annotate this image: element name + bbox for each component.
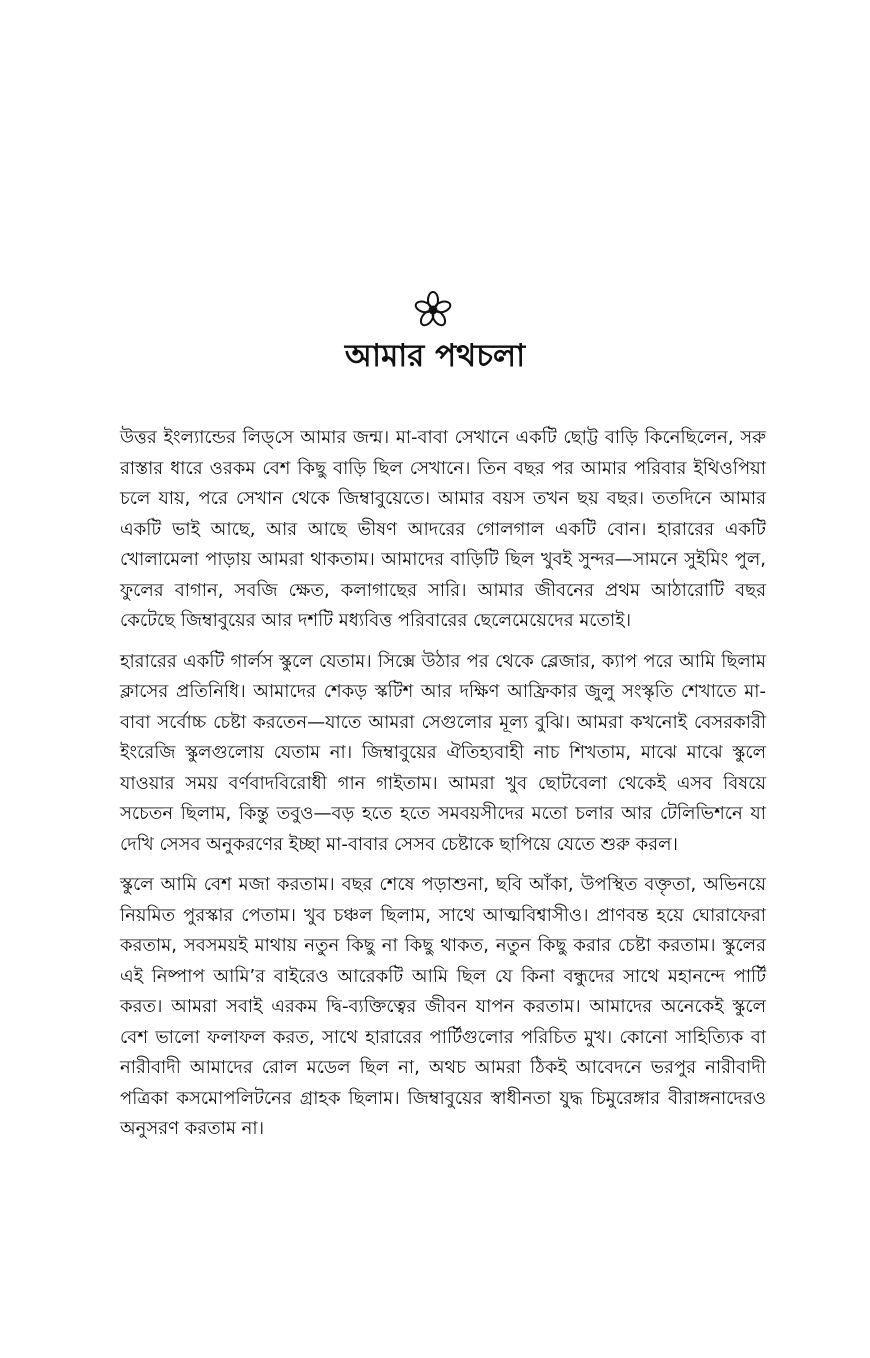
paragraph: হারারের একটি গার্লস স্কুলে যেতাম। সিক্সে উঠার পর থেকে ব্লেজার, ক্যাপ পরে আমি ছিলাম ক্লাসের প্রতিনিধি। আমাদের শেকড় স্কটিশ আর দক্ষিণ আফ্রিকার জুলু সংস্কৃতি শেখাতে মা-বাবা সর্বোচ্চ চেষ্টা করতেন—যাতে আমরা সেগুলোর মূল্য বুঝি। আমরা কখনোই বেসরকারী ইংরেজি স্কুলগুলোয় যেতাম না। জিম্বাবুয়ের ঐতিহ্যবাহী নাচ শিখতাম, মাঝে মাঝে স্কুলে যাওয়ার সময় বর্ণবাদবিরোধী গান গাইতাম। আমরা খুব ছোটবেলা থেকেই এসব বিষয়ে সচেতন ছিলাম, কিন্তু তবুও—বড় হতে হতে সমবয়সীদের মতো চলার আর টেলিভিশনে যা দেখি সেসব অনুকরণের ইচ্ছা মা-বাবার সেসব চেষ্টাকে ছাপিয়ে যেতে শুরু করল।: [120, 650, 766, 855]
flower-ornament-icon: [413, 290, 453, 330]
paragraph: স্কুলে আমি বেশ মজা করতাম। বছর শেষে পড়াশুনা, ছবি আঁকা, উপস্থিত বক্তৃতা, অভিনয়ে নিয়মিত পুরস্কার পেতাম। খুব চঞ্চল ছিলাম, সাথে আত্মবিশ্বাসীও। প্রাণবন্ত হয়ে ঘোরাফেরা করতাম, সবসময়ই মাথায় নতুন কিছু না কিছু থাকত, নতুন কিছু করার চেষ্টা করতাম। স্কুলের এই নিষ্পাপ আমি’র বাইরেও আরেকটি আমি ছিল যে কিনা বন্ধুদের সাথে মহানন্দে পার্টি করত। আমরা সবাই এরকম দ্বি-ব্যক্তিত্বের জীবন যাপন করতাম। আমাদের অনেকেই স্কুলে বেশ ভালো ফলাফল করত, সাথে হারারের পার্টিগুলোর পরিচিত মুখ। কোনো সাহিত্যিক বা নারীবাদী আমাদের রোল মডেল ছিল না, অথচ আমরা ঠিকই আবেদনে ভরপুর নারীবাদী পত্রিকা কসমোপলিটনের গ্রাহক ছিলাম। জিম্বাবুয়ের স্বাধীনতা যুদ্ধ চিমুরেঙ্গার বীরাঙ্গনাদেরও অনুসরণ করতাম না।: [120, 874, 766, 1139]
paragraph: উত্তর ইংল্যান্ডের লিড্‌সে আমার জন্ম। মা-বাবা সেখানে একটি ছোট্ট বাড়ি কিনেছিলেন, সরু রাস্তার ধারে ওরকম বেশ কিছু বাড়ি ছিল সেখানে। তিন বছর পর আমার পরিবার ইথিওপিয়া চলে যায়, পরে সেখান থেকে জিম্বাবুয়েতে। আমার বয়স তখন ছয় বছর। ততদিনে আমার একটি ভাই আছে, আর আছে ভীষণ আদরের গোলগাল একটি বোন। হারারের একটি খোলামেলা পাড়ায় আমরা থাকতাম। আমাদের বাড়িটি ছিল খুবই সুন্দর—সামনে সুইমিং পুল, ফুলের বাগান, সবজি ক্ষেত, কলাগাছের সারি। আমার জীবনের প্রথম আঠারোটি বছর কেটেছে জিম্বাবুয়ের আর দশটি মধ্যবিত্ত পরিবারের ছেলেমেয়েদের মতোই।: [120, 427, 766, 631]
chapter-body: [120, 423, 766, 1155]
chapter-title: আমার পথচলা: [344, 338, 526, 374]
